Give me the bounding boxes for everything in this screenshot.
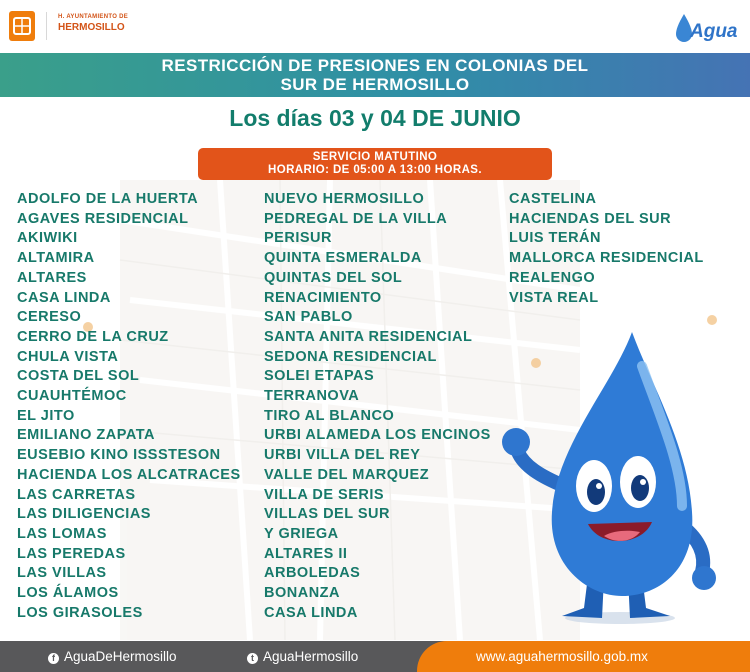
colonias-column-1 (17, 190, 241, 623)
colonia-item: MALLORCA RESIDENCIAL (509, 250, 704, 267)
title-band (0, 53, 750, 97)
colonia-item: ADOLFO DE LA HUERTA (17, 191, 199, 207)
colonia-item: ARBOLEDAS (264, 565, 361, 582)
colonia-item: CHULA VISTA (17, 348, 119, 365)
colonia-item: SAN PABLO (264, 309, 353, 326)
colonia-item: COSTA DEL SOL (17, 368, 140, 385)
municipal-crest-icon (8, 10, 36, 42)
colonia-item: AGAVES RESIDENCIAL (17, 210, 189, 227)
colonia-item: CASA LINDA (17, 289, 111, 306)
twitter-handle: AguaHermosillo (263, 649, 359, 664)
facebook-handle: AguaDeHermosillo (64, 649, 177, 664)
colonia-item: URBI VILLA DEL REY (264, 447, 421, 464)
colonia-item: PEDREGAL DE LA VILLA (264, 210, 448, 227)
colonia-item: LAS VILLAS (17, 565, 107, 582)
twitter-icon: t (247, 653, 258, 664)
colonia-item: VISTA REAL (509, 289, 599, 306)
colonia-item: Y GRIEGA (264, 525, 339, 542)
footer-bar (0, 641, 750, 672)
colonia-item: LAS DILIGENCIAS (17, 506, 151, 523)
header-bar (0, 0, 750, 52)
colonia-item: LAS CARRETAS (17, 486, 136, 503)
colonia-item: TERRANOVA (264, 388, 360, 405)
colonia-item: VALLE DEL MARQUEZ (264, 466, 430, 483)
colonia-item: HACIENDAS DEL SUR (509, 210, 672, 227)
colonia-item: CUAUHTÉMOC (17, 388, 127, 405)
logo-divider (46, 12, 47, 40)
colonia-item: CASA LINDA (264, 604, 358, 621)
colonia-item: LOS GIRASOLES (17, 604, 143, 621)
website-link[interactable]: www.aguahermosillo.gob.mx (476, 649, 648, 664)
colonia-item: LAS LOMAS (17, 525, 107, 542)
colonia-item: NUEVO HERMOSILLO (264, 191, 425, 207)
schedule-line-2: HORARIO: DE 05:00 A 13:00 HORAS. (268, 164, 482, 176)
twitter-link[interactable] (247, 649, 358, 664)
municipality-name: HERMOSILLO (58, 22, 125, 33)
colonia-item: CERESO (17, 309, 82, 326)
colonia-item: URBI ALAMEDA LOS ENCINOS (264, 427, 491, 444)
colonia-item: QUINTAS DEL SOL (264, 269, 403, 286)
title-line-2: SUR DE HERMOSILLO (280, 75, 470, 94)
colonia-item: CASTELINA (509, 191, 597, 207)
agua-drop-logo (674, 10, 744, 46)
page-title (0, 56, 750, 94)
schedule-badge (198, 148, 552, 180)
agua-logo-text: Agua (690, 21, 738, 42)
colonia-item: PERISUR (264, 230, 332, 247)
colonia-item: LOS ÁLAMOS (17, 585, 119, 602)
colonia-item: ALTAMIRA (17, 250, 95, 267)
facebook-icon: f (48, 653, 59, 664)
colonia-item: HACIENDA LOS ALCATRACES (17, 466, 241, 483)
municipality-label: H. AYUNTAMIENTO DE (58, 14, 129, 20)
colonia-item: QUINTA ESMERALDA (264, 250, 422, 267)
colonia-item: RENACIMIENTO (264, 289, 382, 306)
colonia-item: VILLA DE SERIS (264, 486, 385, 503)
colonia-item: ALTARES II (264, 545, 348, 562)
colonia-item: CERRO DE LA CRUZ (17, 328, 169, 345)
water-drop-mascot (492, 326, 722, 626)
colonia-item: REALENGO (509, 269, 596, 286)
colonia-item: BONANZA (264, 585, 340, 602)
colonia-item: SEDONA RESIDENCIAL (264, 348, 437, 365)
colonias-column-2 (264, 190, 491, 623)
colonia-item: AKIWIKI (17, 230, 78, 247)
colonia-item: EL JITO (17, 407, 75, 424)
title-line-1: RESTRICCIÓN DE PRESIONES EN COLONIAS DEL (161, 56, 589, 75)
colonia-item: EUSEBIO KINO ISSSTESON (17, 447, 221, 464)
facebook-link[interactable] (48, 649, 177, 664)
colonias-column-3 (509, 190, 704, 308)
colonia-item: LUIS TERÁN (509, 230, 601, 247)
schedule-line-1: SERVICIO MATUTINO (312, 151, 438, 163)
colonia-item: VILLAS DEL SUR (264, 506, 390, 523)
colonia-item: ALTARES (17, 269, 87, 286)
colonia-item: TIRO AL BLANCO (264, 407, 395, 424)
colonia-item: LAS PEREDAS (17, 545, 126, 562)
dates-heading: Los días 03 y 04 DE JUNIO (229, 105, 521, 131)
colonia-item: SOLEI ETAPAS (264, 368, 375, 385)
colonia-item: SANTA ANITA RESIDENCIAL (264, 328, 473, 345)
colonia-item: EMILIANO ZAPATA (17, 427, 155, 444)
